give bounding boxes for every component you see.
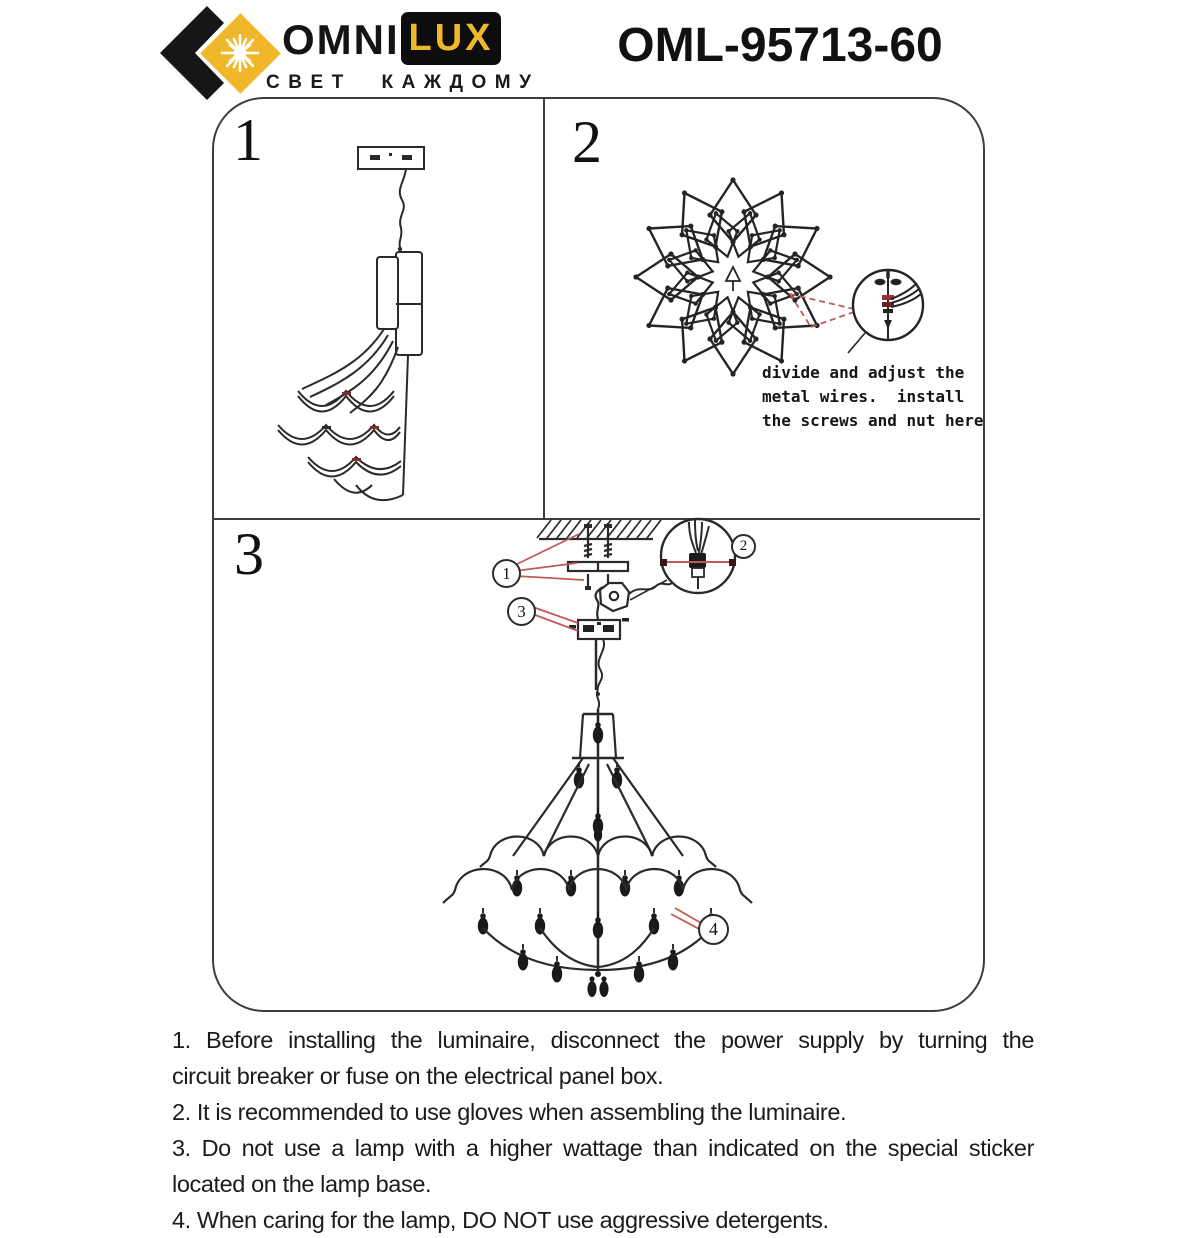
wiring-detail-magnifier [630,519,736,600]
callout-4-badge: 4 [698,914,729,945]
callout-2-badge: 2 [731,534,756,559]
safety-instructions [172,1022,1034,1238]
omnilux-logo-icon [150,3,280,101]
star-frame [633,177,832,376]
instruction-line-6: 4. When caring for the lamp, DO NOT use aggressive detergents. [172,1207,829,1233]
instruction-line-4: 3. Do not use a lamp with a higher wattage than indicated on the special sticker [172,1135,1034,1161]
panel2-note-text [762,361,992,433]
brand-name-omni: OMNI [282,16,400,63]
brand-tagline: СВЕТ КАЖДОМУ [266,72,540,93]
ceiling-canopy-box [569,618,629,639]
panel2-step-number: 2 [572,109,602,175]
panel1-step-number: 1 [233,107,263,173]
brand-name-lux: LUX [408,17,494,59]
ceiling-hatch [537,520,661,539]
screw-detail-magnifier [848,269,923,353]
instruction-line-5: located on the lamp base. [172,1171,432,1197]
note-line: divide and adjust the [762,363,965,382]
panel1-chandelier-side-view-diagram [212,97,545,518]
suspension-wires [596,639,604,709]
brand-header [0,0,1200,100]
panel3-step-number: 3 [234,521,264,587]
panel3-installation-diagram [212,518,981,1008]
callout-pointer-lines [790,294,854,327]
instruction-line-3: 2. It is recommended to use gloves when assembling the luminaire. [172,1099,847,1125]
note-line: metal wires. install [762,387,965,406]
instruction-line-2: circuit breaker or fuse on the electrical panel box. [172,1063,664,1089]
callout-3-badge: 3 [507,597,536,626]
chandelier-assembled [443,709,752,997]
brand-lux-badge [401,12,501,65]
model-number: OML-95713-60 [617,19,943,72]
instruction-line-1: 1. Before installing the luminaire, disconnect the power supply by turning the [172,1027,1034,1053]
callout-1-badge: 1 [492,559,521,588]
panel2-frame-top-view-diagram [545,97,983,518]
logo-starburst-core [234,47,247,60]
wire-connector [596,582,673,619]
note-line: the screws and nut here [762,411,984,430]
expansion-anchors [584,523,612,558]
